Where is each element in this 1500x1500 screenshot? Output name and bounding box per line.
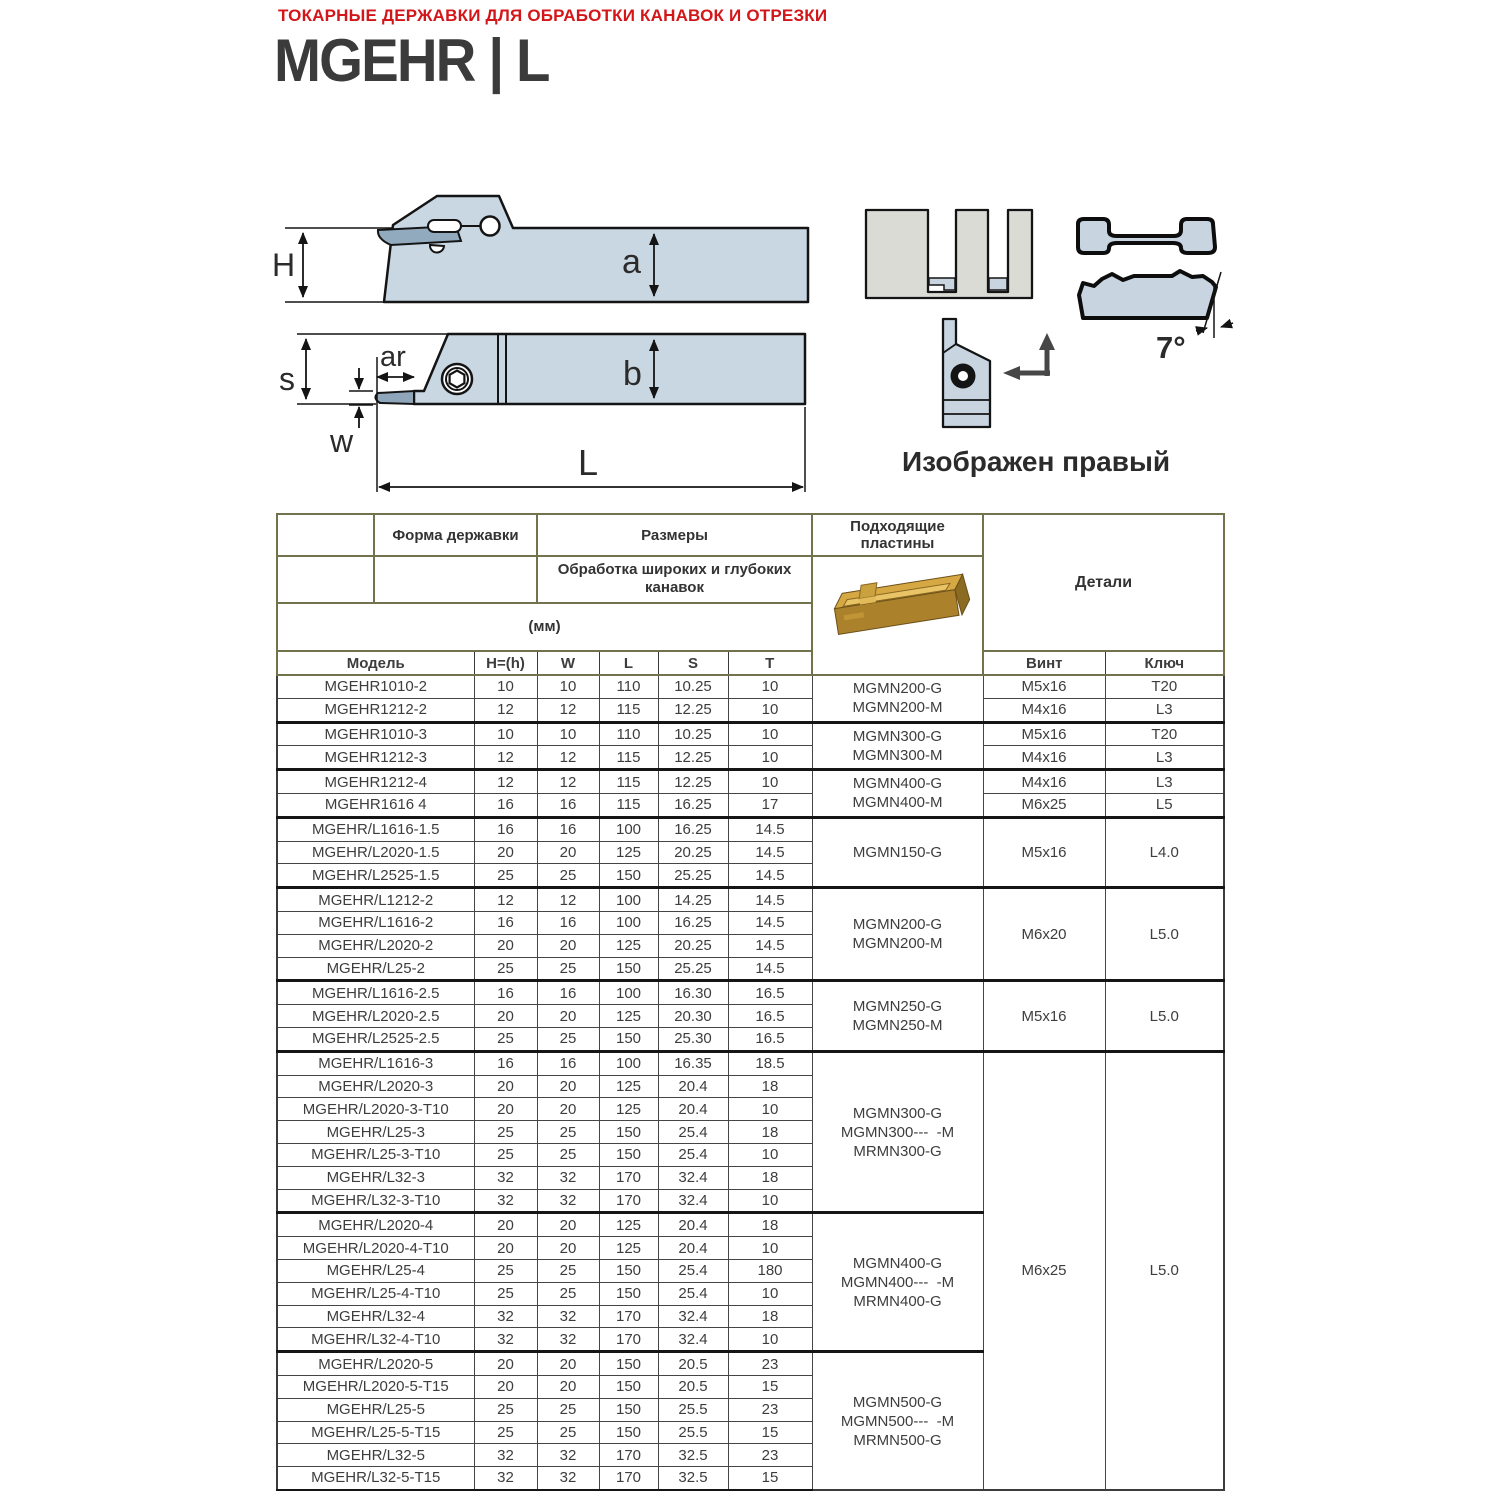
- cell-model: MGEHR/L25-4-T10: [277, 1282, 474, 1305]
- cell-dimension: 18: [728, 1213, 812, 1237]
- cell-dimension: 150: [599, 1259, 658, 1282]
- insert-top-view: [1078, 219, 1215, 253]
- table-row: [277, 981, 1224, 1005]
- cell-model: MGEHR/L32-4: [277, 1305, 474, 1328]
- cell-dimension: 32: [474, 1444, 537, 1467]
- cell-model: MGEHR1212-2: [277, 698, 474, 722]
- insert-photo-cell: [812, 556, 983, 675]
- cell-dimension: 10: [728, 698, 812, 722]
- cell-dimension: 150: [599, 1121, 658, 1144]
- cell-model: MGEHR/L32-5: [277, 1444, 474, 1467]
- cell-model: MGEHR1212-3: [277, 746, 474, 770]
- dim-label-H: H: [272, 247, 296, 283]
- cell-dimension: 12: [537, 770, 599, 794]
- cell-model: MGEHR/L32-4-T10: [277, 1328, 474, 1352]
- drawing-caption: Изображен правый: [902, 446, 1171, 477]
- cell-dimension: 25: [474, 1421, 537, 1444]
- cell-dimension: 12: [474, 698, 537, 722]
- cell-model: MGEHR/L2525-1.5: [277, 864, 474, 888]
- cell-dimension: 17: [728, 793, 812, 817]
- cell-dimension: 10: [474, 722, 537, 746]
- cell-dimension: 100: [599, 981, 658, 1005]
- cell-dimension: 32: [474, 1328, 537, 1352]
- cell-dimension: 12: [474, 888, 537, 912]
- cell-dimension: 32.5: [658, 1467, 728, 1490]
- cell-dimension: 16.30: [658, 981, 728, 1005]
- side-view-drawing: [272, 196, 808, 302]
- cell-dimension: 32.4: [658, 1166, 728, 1189]
- cell-dimension: 20: [474, 1237, 537, 1260]
- cell-model: MGEHR/L2020-2: [277, 934, 474, 957]
- cell-dimension: 170: [599, 1166, 658, 1189]
- header-parts: Детали: [983, 514, 1224, 651]
- cell-dimension: 23: [728, 1352, 812, 1376]
- cell-key: L4.0: [1105, 817, 1224, 887]
- cell-inserts: MGMN400-G MGMN400--- -M MRMN400-G: [812, 1213, 983, 1352]
- cell-model: MGEHR/L25-3: [277, 1121, 474, 1144]
- clamp-notch: [430, 245, 444, 253]
- cell-model: MGEHR/L2020-4: [277, 1213, 474, 1237]
- cell-screw: M5x16: [983, 981, 1105, 1051]
- cell-dimension: 32: [537, 1189, 599, 1213]
- cell-key: L5: [1105, 793, 1224, 817]
- cell-dimension: 16: [474, 911, 537, 934]
- cell-inserts: MGMN200-G MGMN200-M: [812, 675, 983, 722]
- cell-dimension: 20: [474, 1375, 537, 1398]
- cell-dimension: 25: [474, 957, 537, 981]
- cell-dimension: 100: [599, 817, 658, 841]
- cell-dimension: 25.30: [658, 1027, 728, 1051]
- cell-dimension: 32: [537, 1166, 599, 1189]
- cell-model: MGEHR/L32-3-T10: [277, 1189, 474, 1213]
- cell-dimension: 110: [599, 675, 658, 698]
- cell-dimension: 25: [474, 864, 537, 888]
- cell-model: MGEHR/L2020-5-T15: [277, 1375, 474, 1398]
- cell-dimension: 10: [728, 1189, 812, 1213]
- cell-dimension: 150: [599, 1421, 658, 1444]
- cell-dimension: 16: [537, 911, 599, 934]
- clamp-slot: [428, 220, 461, 232]
- cell-dimension: 20.4: [658, 1213, 728, 1237]
- table-row: [277, 1051, 1224, 1075]
- cell-dimension: 25: [474, 1398, 537, 1421]
- cell-dimension: 16: [537, 817, 599, 841]
- cell-dimension: 10: [728, 675, 812, 698]
- cell-model: MGEHR1212-4: [277, 770, 474, 794]
- cell-dimension: 125: [599, 934, 658, 957]
- cell-dimension: 180: [728, 1259, 812, 1282]
- plan-view-drawing: [279, 334, 805, 492]
- cell-dimension: 125: [599, 1005, 658, 1028]
- cell-dimension: 125: [599, 841, 658, 864]
- cell-dimension: 150: [599, 864, 658, 888]
- cell-dimension: 170: [599, 1189, 658, 1213]
- cell-screw: M6x25: [983, 1051, 1105, 1490]
- cell-dimension: 16: [474, 1051, 537, 1075]
- dim-label-b: b: [623, 355, 642, 393]
- cell-inserts: MGMN500-G MGMN500--- -M MRMN500-G: [812, 1352, 983, 1490]
- cell-dimension: 23: [728, 1444, 812, 1467]
- table-row: [277, 746, 1224, 770]
- cell-dimension: 25: [537, 1282, 599, 1305]
- cell-model: MGEHR/L1616-1.5: [277, 817, 474, 841]
- header-corner-cell: [277, 514, 374, 556]
- cell-dimension: 32.4: [658, 1305, 728, 1328]
- cell-screw: M4x16: [983, 770, 1105, 794]
- cell-dimension: 12.25: [658, 746, 728, 770]
- cell-dimension: 20: [537, 1098, 599, 1121]
- cell-dimension: 12: [474, 770, 537, 794]
- cell-screw: M4x16: [983, 698, 1105, 722]
- cell-dimension: 20: [474, 841, 537, 864]
- cell-dimension: 12: [537, 698, 599, 722]
- cell-dimension: 16.5: [728, 981, 812, 1005]
- cell-dimension: 20: [537, 1213, 599, 1237]
- header-suitable-inserts: Подходящие пластины: [812, 514, 983, 556]
- cell-dimension: 150: [599, 957, 658, 981]
- cell-dimension: 10: [537, 675, 599, 698]
- cell-dimension: 100: [599, 1051, 658, 1075]
- cell-dimension: 15: [728, 1375, 812, 1398]
- cell-dimension: 12.25: [658, 770, 728, 794]
- cell-dimension: 25.4: [658, 1121, 728, 1144]
- cell-screw: M6x20: [983, 888, 1105, 981]
- cell-dimension: 170: [599, 1328, 658, 1352]
- cell-dimension: 18: [728, 1121, 812, 1144]
- cell-dimension: 16.5: [728, 1005, 812, 1028]
- cell-dimension: 125: [599, 1098, 658, 1121]
- cell-dimension: 20: [537, 1375, 599, 1398]
- cell-dimension: 20.5: [658, 1352, 728, 1376]
- cell-dimension: 10: [728, 1237, 812, 1260]
- dim-label-w: w: [330, 423, 354, 459]
- cell-dimension: 18.5: [728, 1051, 812, 1075]
- dim-label-L: L: [578, 442, 599, 483]
- cell-model: MGEHR/L2020-3-T10: [277, 1098, 474, 1121]
- cell-dimension: 16: [474, 793, 537, 817]
- cell-dimension: 16.35: [658, 1051, 728, 1075]
- cell-dimension: 25: [537, 1121, 599, 1144]
- cell-dimension: 25: [474, 1143, 537, 1166]
- cell-dimension: 16: [474, 981, 537, 1005]
- cell-model: MGEHR1010-3: [277, 722, 474, 746]
- cell-dimension: 14.5: [728, 888, 812, 912]
- cell-dimension: 125: [599, 1213, 658, 1237]
- table-row: [277, 698, 1224, 722]
- cell-dimension: 25: [537, 1421, 599, 1444]
- cell-dimension: 25.5: [658, 1421, 728, 1444]
- cell-dimension: 16: [474, 817, 537, 841]
- cell-dimension: 25: [537, 957, 599, 981]
- cell-dimension: 20: [474, 1213, 537, 1237]
- cell-dimension: 20.4: [658, 1098, 728, 1121]
- cell-dimension: 32: [474, 1305, 537, 1328]
- cell-model: MGEHR/L32-5-T15: [277, 1467, 474, 1490]
- cell-dimension: 10: [728, 1143, 812, 1166]
- cell-dimension: 25: [537, 1027, 599, 1051]
- cell-dimension: 10: [728, 1328, 812, 1352]
- cell-screw: M6x25: [983, 793, 1105, 817]
- technical-drawing: [270, 150, 1240, 500]
- cell-dimension: 18: [728, 1166, 812, 1189]
- cell-dimension: 25: [474, 1259, 537, 1282]
- cell-inserts: MGMN150-G: [812, 817, 983, 887]
- cell-dimension: 25.4: [658, 1143, 728, 1166]
- cell-model: MGEHR/L1616-2.5: [277, 981, 474, 1005]
- cell-dimension: 20: [474, 1098, 537, 1121]
- cell-dimension: 115: [599, 698, 658, 722]
- cell-model: MGEHR/L25-5: [277, 1398, 474, 1421]
- cell-dimension: 25: [537, 1259, 599, 1282]
- cell-dimension: 16.25: [658, 911, 728, 934]
- cell-key: L5.0: [1105, 1051, 1224, 1490]
- col-header-model: Модель: [277, 651, 474, 675]
- cell-dimension: 12: [537, 746, 599, 770]
- cell-dimension: 170: [599, 1444, 658, 1467]
- screw-hole: [481, 217, 500, 236]
- cell-dimension: 18: [728, 1305, 812, 1328]
- cell-dimension: 32.4: [658, 1328, 728, 1352]
- cell-dimension: 20.25: [658, 841, 728, 864]
- cell-dimension: 14.5: [728, 817, 812, 841]
- dim-label-a: a: [622, 243, 641, 281]
- insert-photo: [815, 557, 980, 669]
- cell-key: L5.0: [1105, 888, 1224, 981]
- cell-dimension: 15: [728, 1421, 812, 1444]
- cell-dimension: 25.25: [658, 864, 728, 888]
- cell-dimension: 25: [474, 1027, 537, 1051]
- cell-dimension: 16.25: [658, 793, 728, 817]
- table-row: [277, 675, 1224, 698]
- table-row: [277, 817, 1224, 841]
- cell-dimension: 14.5: [728, 957, 812, 981]
- cell-screw: M5x16: [983, 817, 1105, 887]
- cell-inserts: MGMN250-G MGMN250-M: [812, 981, 983, 1051]
- cell-inserts: MGMN200-G MGMN200-M: [812, 888, 983, 981]
- cell-dimension: 10.25: [658, 675, 728, 698]
- header-empty-cell: [374, 556, 537, 603]
- dim-label-s: s: [279, 361, 295, 397]
- cell-dimension: 10: [728, 746, 812, 770]
- cell-dimension: 15: [728, 1467, 812, 1490]
- cell-model: MGEHR/L25-4: [277, 1259, 474, 1282]
- cell-dimension: 25: [474, 1121, 537, 1144]
- cell-dimension: 25.4: [658, 1282, 728, 1305]
- spec-table: [276, 513, 1225, 1491]
- cell-dimension: 20.4: [658, 1237, 728, 1260]
- cell-dimension: 100: [599, 911, 658, 934]
- cell-dimension: 20: [474, 934, 537, 957]
- cell-dimension: 10: [537, 722, 599, 746]
- cell-dimension: 20: [537, 934, 599, 957]
- cell-dimension: 125: [599, 1075, 658, 1098]
- cell-dimension: 14.5: [728, 841, 812, 864]
- cell-dimension: 115: [599, 793, 658, 817]
- cell-dimension: 10.25: [658, 722, 728, 746]
- cell-dimension: 16.25: [658, 817, 728, 841]
- cell-dimension: 14.25: [658, 888, 728, 912]
- cell-dimension: 23: [728, 1398, 812, 1421]
- page-title: MGEHR | L: [274, 27, 549, 94]
- cell-dimension: 150: [599, 1143, 658, 1166]
- cell-dimension: 25.5: [658, 1398, 728, 1421]
- cell-dimension: 125: [599, 1237, 658, 1260]
- cell-dimension: 20: [474, 1075, 537, 1098]
- cell-dimension: 25: [537, 864, 599, 888]
- table-row: [277, 770, 1224, 794]
- cell-dimension: 32: [537, 1305, 599, 1328]
- cell-model: MGEHR/L1616-2: [277, 911, 474, 934]
- cell-dimension: 18: [728, 1075, 812, 1098]
- cell-dimension: 115: [599, 770, 658, 794]
- cell-key: L5.0: [1105, 981, 1224, 1051]
- cell-dimension: 110: [599, 722, 658, 746]
- cell-dimension: 10: [728, 1282, 812, 1305]
- cell-dimension: 12.25: [658, 698, 728, 722]
- cell-dimension: 20: [537, 1075, 599, 1098]
- cell-dimension: 20.30: [658, 1005, 728, 1028]
- header-machining-note: Обработка широких и глубоких канавок: [537, 556, 812, 603]
- cell-model: MGEHR/L2525-2.5: [277, 1027, 474, 1051]
- cell-dimension: 25: [537, 1398, 599, 1421]
- col-header-s: S: [658, 651, 728, 675]
- cell-model: MGEHR/L2020-2.5: [277, 1005, 474, 1028]
- table-row: [277, 722, 1224, 746]
- cell-dimension: 16: [537, 981, 599, 1005]
- cell-dimension: 115: [599, 746, 658, 770]
- cell-dimension: 25: [474, 1282, 537, 1305]
- cell-screw: M5x16: [983, 675, 1105, 698]
- cell-model: MGEHR/L32-3: [277, 1166, 474, 1189]
- cell-model: MGEHR/L2020-5: [277, 1352, 474, 1376]
- cell-key: L3: [1105, 770, 1224, 794]
- cell-dimension: 20.4: [658, 1075, 728, 1098]
- cell-dimension: 32: [474, 1166, 537, 1189]
- cell-dimension: 10: [728, 722, 812, 746]
- cell-inserts: MGMN300-G MGMN300--- -M MRMN300-G: [812, 1051, 983, 1213]
- cell-dimension: 16: [537, 1051, 599, 1075]
- cell-dimension: 10: [728, 1098, 812, 1121]
- cell-dimension: 150: [599, 1398, 658, 1421]
- cell-screw: M4x16: [983, 746, 1105, 770]
- cell-dimension: 170: [599, 1305, 658, 1328]
- cell-model: MGEHR1010-2: [277, 675, 474, 698]
- cell-inserts: MGMN400-G MGMN400-M: [812, 770, 983, 818]
- cell-dimension: 25.25: [658, 957, 728, 981]
- cell-dimension: 16: [537, 793, 599, 817]
- angle-label: 7°: [1156, 330, 1186, 365]
- cell-model: MGEHR/L1616-3: [277, 1051, 474, 1075]
- cell-inserts: MGMN300-G MGMN300-M: [812, 722, 983, 770]
- cell-dimension: 25: [537, 1143, 599, 1166]
- cell-dimension: 150: [599, 1282, 658, 1305]
- cell-dimension: 100: [599, 888, 658, 912]
- cell-key: T20: [1105, 722, 1224, 746]
- insert-side-view: [1079, 271, 1216, 318]
- cell-dimension: 32: [474, 1189, 537, 1213]
- cell-dimension: 20.25: [658, 934, 728, 957]
- cell-dimension: 12: [474, 746, 537, 770]
- cell-dimension: 32: [537, 1467, 599, 1490]
- cell-dimension: 10: [728, 770, 812, 794]
- header-empty-cell: [277, 556, 374, 603]
- cell-dimension: 20.5: [658, 1375, 728, 1398]
- col-header-screw: Винт: [983, 651, 1105, 675]
- col-header-l: L: [599, 651, 658, 675]
- dim-label-ar: ar: [380, 341, 406, 373]
- table-row: [277, 888, 1224, 912]
- header-dimensions: Размеры: [537, 514, 812, 556]
- cell-dimension: 25.4: [658, 1259, 728, 1282]
- cell-dimension: 16.5: [728, 1027, 812, 1051]
- cell-dimension: 20: [474, 1352, 537, 1376]
- cell-model: MGEHR/L25-5-T15: [277, 1421, 474, 1444]
- cell-dimension: 14.5: [728, 864, 812, 888]
- col-header-key: Ключ: [1105, 651, 1224, 675]
- cell-dimension: 150: [599, 1352, 658, 1376]
- cell-dimension: 32: [474, 1467, 537, 1490]
- cell-key: L3: [1105, 746, 1224, 770]
- cell-key: T20: [1105, 675, 1224, 698]
- col-header-t: T: [728, 651, 812, 675]
- header-holder-shape: Форма державки: [374, 514, 537, 556]
- application-illustration: [866, 210, 1233, 477]
- cell-model: MGEHR/L25-3-T10: [277, 1143, 474, 1166]
- col-header-w: W: [537, 651, 599, 675]
- cell-dimension: 20: [537, 1237, 599, 1260]
- cell-dimension: 14.5: [728, 934, 812, 957]
- cell-dimension: 32: [537, 1328, 599, 1352]
- page-kicker: ТОКАРНЫЕ ДЕРЖАВКИ ДЛЯ ОБРАБОТКИ КАНАВОК И ОТРЕЗКИ: [278, 6, 828, 25]
- cell-dimension: 20: [537, 841, 599, 864]
- feed-arrows: [1003, 333, 1055, 380]
- cell-dimension: 14.5: [728, 911, 812, 934]
- cell-dimension: 32: [537, 1444, 599, 1467]
- cell-dimension: 20: [537, 1005, 599, 1028]
- cell-dimension: 150: [599, 1027, 658, 1051]
- cell-screw: M5x16: [983, 722, 1105, 746]
- cell-model: MGEHR1616 4: [277, 793, 474, 817]
- cell-model: MGEHR/L2020-4-T10: [277, 1237, 474, 1260]
- cell-dimension: 150: [599, 1375, 658, 1398]
- col-header-h: H=(h): [474, 651, 537, 675]
- cell-dimension: 20: [474, 1005, 537, 1028]
- cell-key: L3: [1105, 698, 1224, 722]
- cell-dimension: 32.5: [658, 1444, 728, 1467]
- cell-dimension: 20: [537, 1352, 599, 1376]
- cell-dimension: 170: [599, 1467, 658, 1490]
- cell-dimension: 10: [474, 675, 537, 698]
- header-units: (мм): [277, 603, 812, 652]
- cell-model: MGEHR/L25-2: [277, 957, 474, 981]
- table-row: [277, 793, 1224, 817]
- cell-model: MGEHR/L2020-3: [277, 1075, 474, 1098]
- cell-model: MGEHR/L2020-1.5: [277, 841, 474, 864]
- cell-dimension: 32.4: [658, 1189, 728, 1213]
- cell-model: MGEHR/L1212-2: [277, 888, 474, 912]
- cell-dimension: 12: [537, 888, 599, 912]
